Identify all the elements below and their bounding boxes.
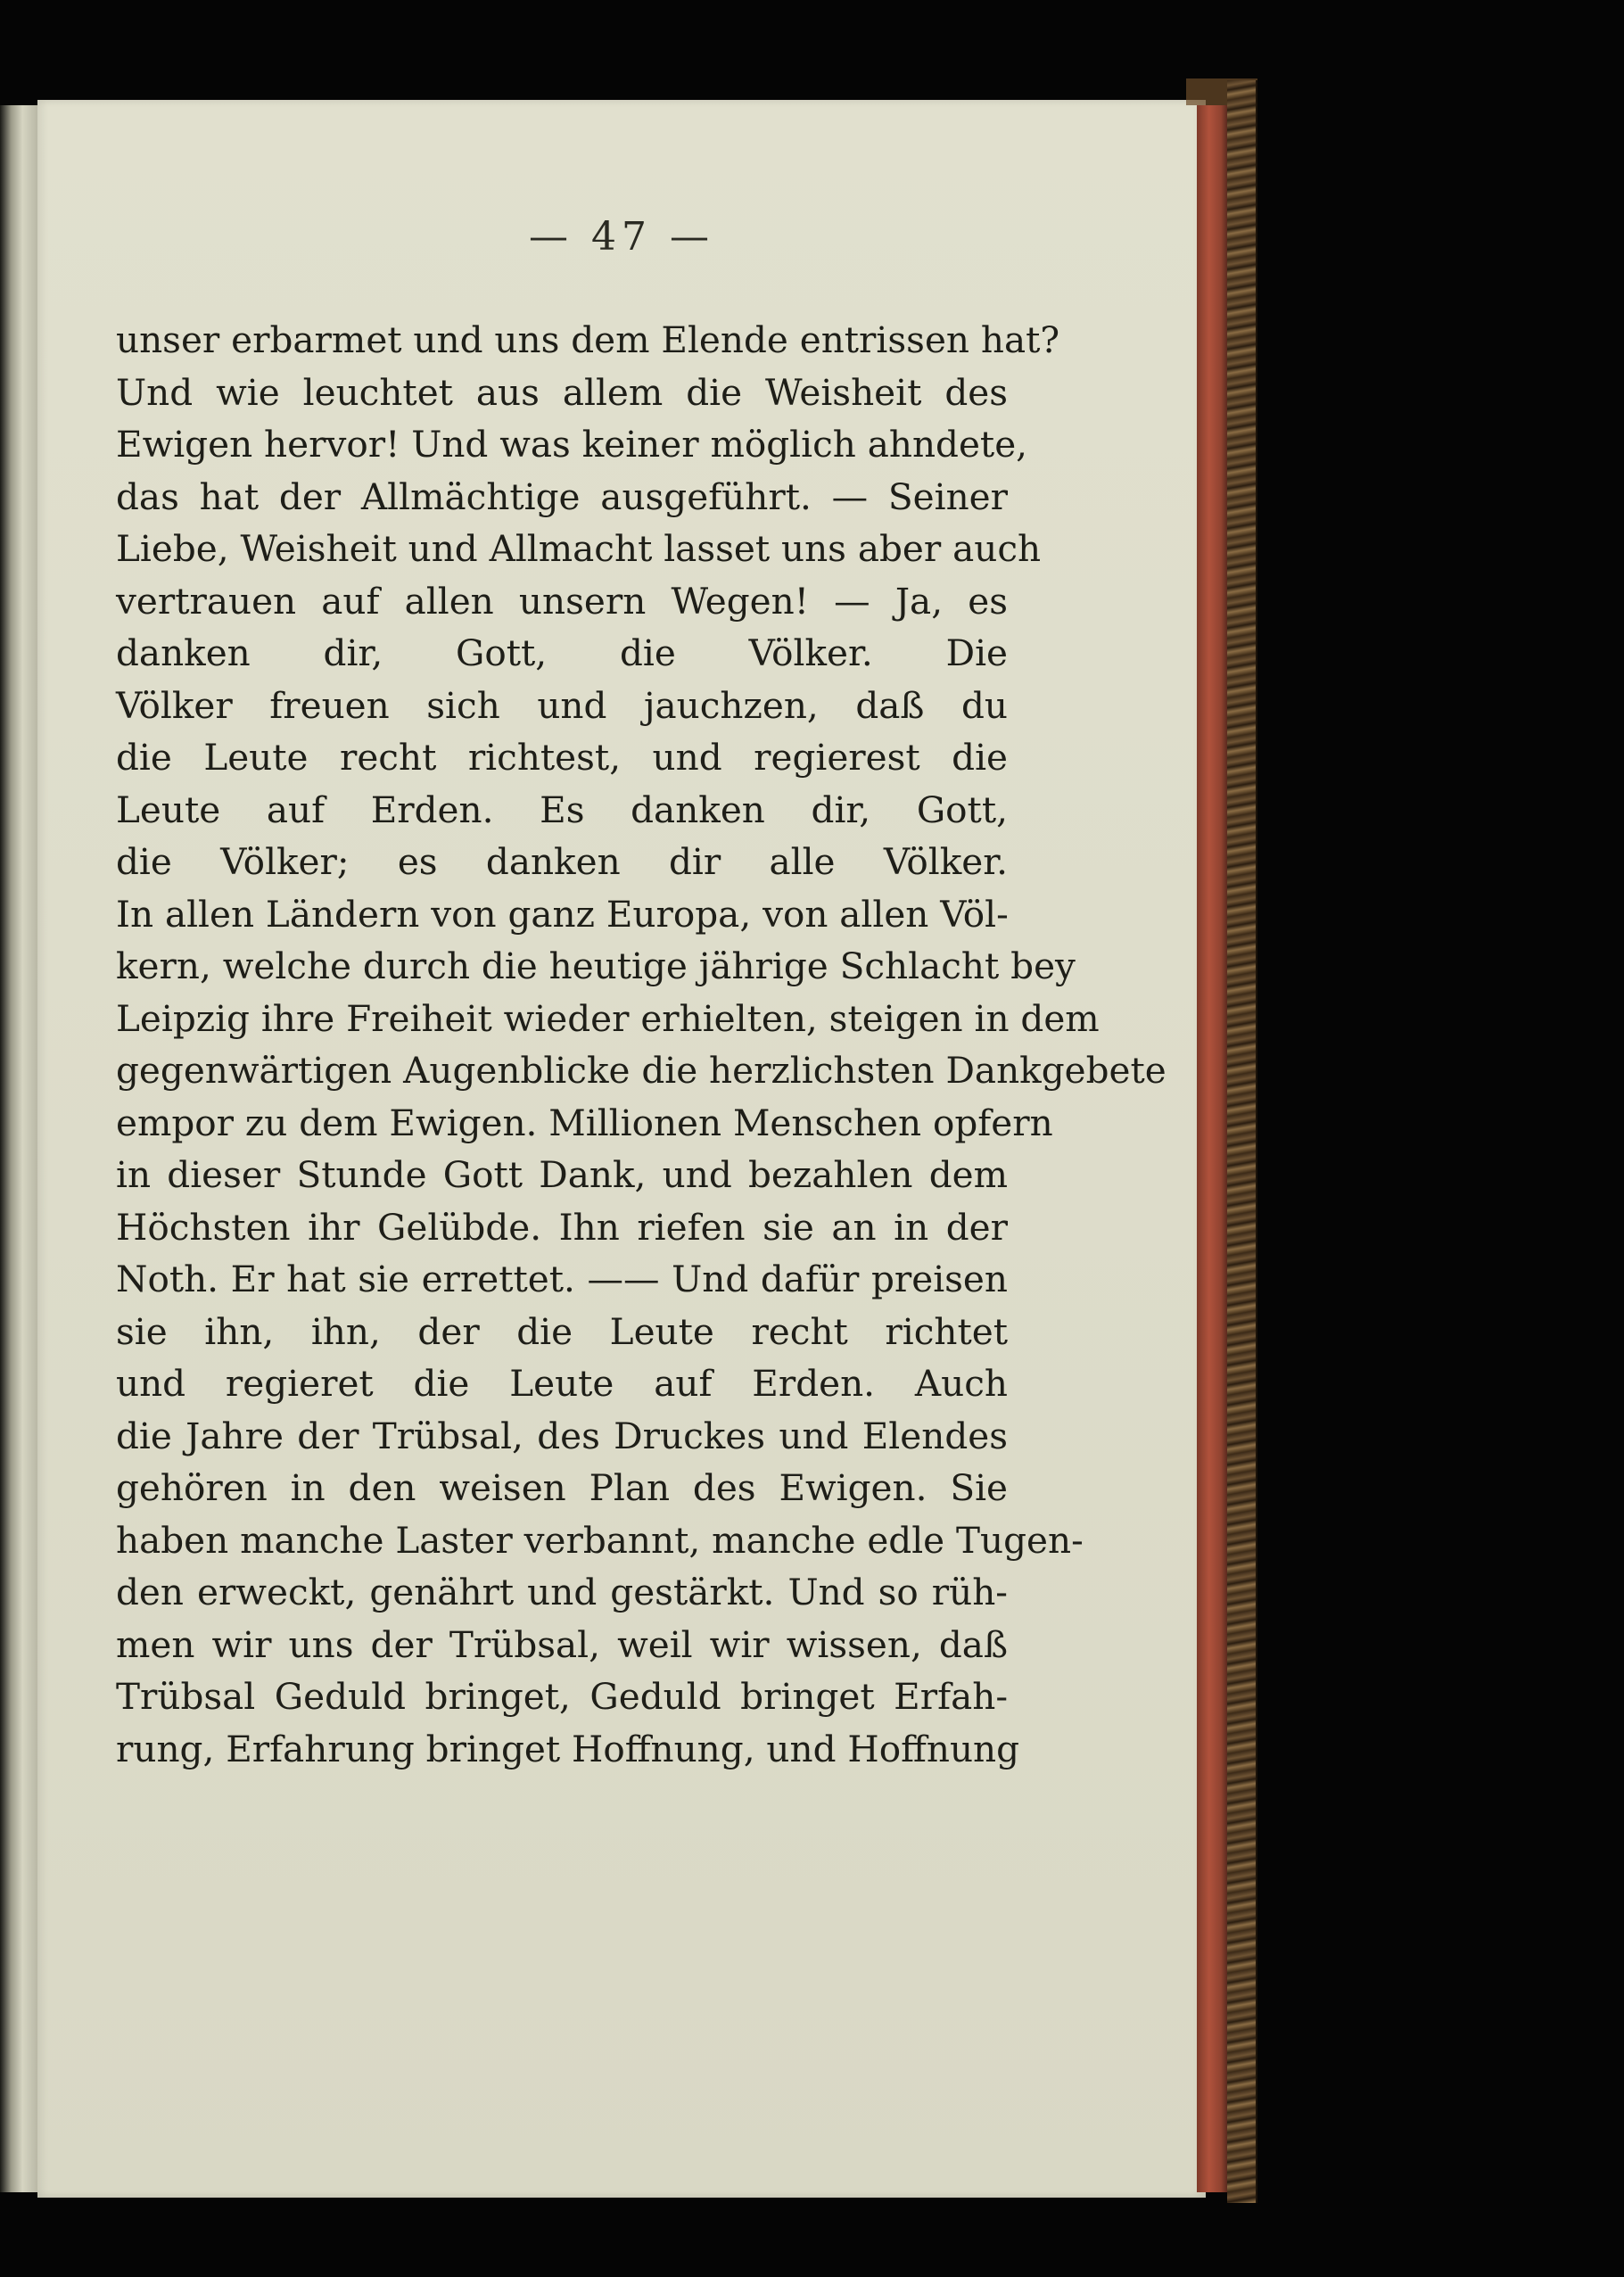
text-line: Leute auf Erden. Es danken dir, Gott, [116,788,1008,831]
text-line: sie ihn, ihn, der die Leute recht richtet [116,1309,1008,1353]
text-line: vertrauen auf allen unsern Wegen! — Ja, es [116,579,1008,623]
text-line: danken dir, Gott, die Völker. Die [116,631,1008,674]
text-line: und regieret die Leute auf Erden. Auch [116,1362,1008,1405]
text-line: Leipzig ihre Freiheit wieder erhielten, steigen in dem [116,996,1100,1040]
page-number-header: — 47 — [529,214,714,260]
text-line: In allen Ländern von ganz Europa, von allen Völ- [116,892,1009,936]
text-line: kern, welche durch die heutige jährige Schlacht bey [116,945,1076,987]
text-line: unser erbarmet und uns dem Elende entrissen hat? [116,318,1060,361]
text-line: Trübsal Geduld bringet, Geduld bringet Erfah- [116,1675,1008,1718]
text-line: Ewigen hervor! Und was keiner möglich ahndete, [116,423,1028,466]
text-line: Höchsten ihr Gelübde. Ihn riefen sie an in der [116,1205,1008,1249]
text-line: das hat der Allmächtige ausgeführt. — Seiner [116,474,1008,518]
text-line: empor zu dem Ewigen. Millionen Menschen opfern [116,1101,1053,1144]
text-line: gehören in den weisen Plan des Ewigen. Sie [116,1466,1008,1509]
text-line: men wir uns der Trübsal, weil wir wissen, daß [116,1622,1008,1666]
text-line: gegenwärtigen Augenblicke die herzlichsten Dankgebete [116,1049,1166,1092]
text-line: die Völker; es danken dir alle Völker. [116,840,1008,883]
text-line: den erweckt, genährt und gestärkt. Und so rüh- [116,1571,1008,1613]
page-edge-red [1197,105,1227,2192]
text-line: Noth. Er hat sie errettet. —— Und dafür preisen [116,1258,1008,1300]
text-line: rung, Erfahrung bringet Hoffnung, und Hoffnung [116,1727,1020,1770]
text-line: in dieser Stunde Gott Dank, und bezahlen dem [116,1153,1008,1196]
marbled-cover-edge [1227,80,1257,2203]
text-line: die Jahre der Trübsal, des Druckes und Elendes [116,1414,1008,1457]
text-line: die Leute recht richtest, und regierest die [116,736,1008,779]
text-line: Völker freuen sich und jauchzen, daß du [116,683,1008,727]
text-line: Liebe, Weisheit und Allmacht lasset uns aber auch [116,527,1042,570]
text-line: haben manche Laster verbannt, manche edle Tugen- [116,1518,1084,1562]
body-text [116,314,1166,1775]
text-line: Und wie leuchtet aus allem die Weisheit des [116,370,1008,414]
left-page-edge [0,105,37,2192]
